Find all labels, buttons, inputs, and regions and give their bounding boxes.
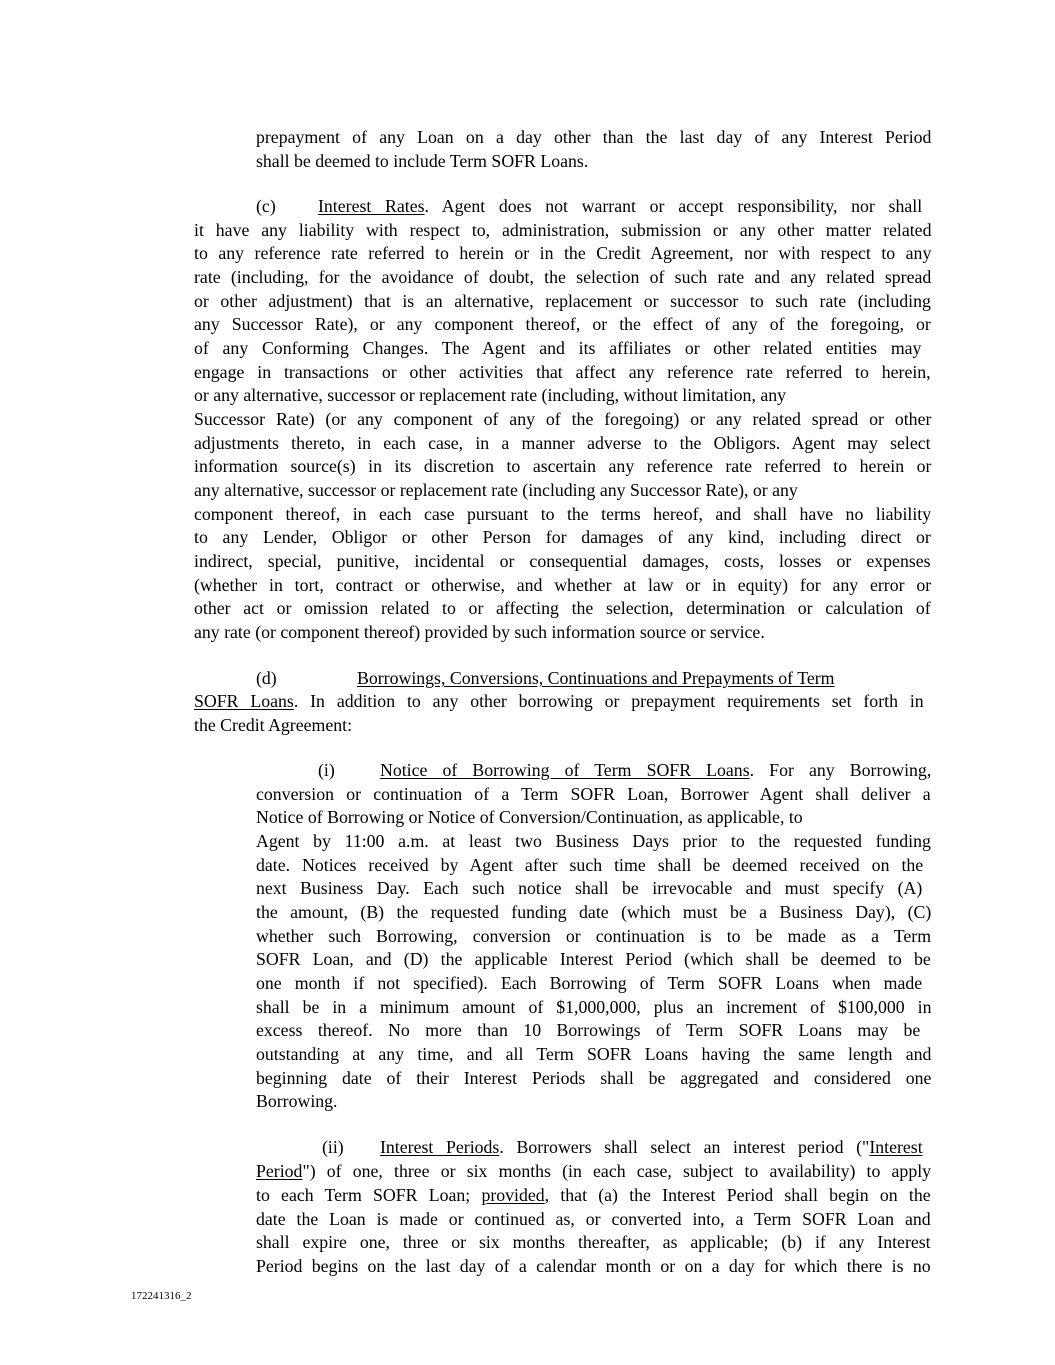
text-line: or any alternative, successor or replacement rate (including, without limitation, any [194,385,787,405]
text-line: rate (including, for the avoidance of doubt, the selection of such rate and any related spread [194,267,932,287]
defined-term: Interest [869,1137,923,1157]
section-heading: Borrowings, Conversions, Continuations and Prepayments of Term [357,668,835,688]
text-line: it have any liability with respect to, administration, submission or any other matter related [194,220,932,240]
text-run: , that (a) the Interest Period shall begin on the [544,1185,931,1205]
text-run: . Borrowers shall select an interest period (" [499,1137,870,1157]
text-line: SOFR Loan, and (D) the applicable Interest Period (which shall be deemed to be [256,949,931,969]
text-line: any alternative, successor or replacement rate (including any Successor Rate), or any [194,480,798,500]
text-run: . For any Borrowing, [749,760,932,780]
text-line: any rate (or component thereof) provided by such information source or service. [194,622,765,642]
text-line: information source(s) in its discretion to ascertain any reference rate referred to herein or [194,456,932,476]
section-heading-continued: SOFR Loans [194,691,294,711]
text-run: . In addition to any other borrowing or prepayment requirements set forth in [293,691,924,711]
subsection-heading: Notice of Borrowing of Term SOFR Loans [380,760,750,780]
text-line: Period begins on the last day of a calendar month or on a day for which there is no [256,1256,931,1276]
text-line: adjustments thereto, in each case, in a manner adverse to the Obligors. Agent may select [194,433,931,453]
text-line: excess thereof. No more than 10 Borrowings of Term SOFR Loans may be [256,1020,921,1040]
text-line: outstanding at any time, and all Term SOFR Loans having the same length and [256,1044,932,1064]
text-line: the amount, (B) the requested funding date (which must be a Business Day), (C) [256,902,932,922]
text-line: beginning date of their Interest Periods shall be aggregated and considered one [256,1068,932,1088]
text-line: component thereof, in each case pursuant to the terms hereof, and shall have no liability [194,504,932,524]
text-line [256,1159,931,1183]
text-line: to any reference rate referred to herein or in the Credit Agreement, nor with respect to any [194,243,932,263]
text-line: shall be in a minimum amount of $1,000,000, plus an increment of $100,000 in [256,997,932,1017]
text-line: Notice of Borrowing or Notice of Conversion/Continuation, as applicable, to [256,807,803,827]
subsection-heading-line [380,758,931,782]
section-number: (d) [256,668,277,688]
text-line: next Business Day. Each such notice shall be irrevocable and must specify (A) [256,878,923,898]
text-line: one month if not specified). Each Borrowing of Term SOFR Loans when made [256,973,923,993]
text-run: ") of one, three or six months (in each case, subject to availability) to apply [302,1161,932,1181]
text-line: other act or omission related to or affecting the selection, determination or calculation of [194,598,931,618]
text-line [256,1183,931,1207]
subsection-heading: Interest Periods [380,1137,500,1157]
text-line: date. Notices received by Agent after such time shall be deemed received on the [256,855,924,875]
text-line: whether such Borrowing, conversion or continuation is to be made as a Term [256,926,932,946]
subsection-number: (i) [318,760,335,780]
subsection-heading-line [380,1135,923,1159]
text-line: to any Lender, Obligor or other Person for damages of any kind, including direct or [194,527,931,547]
text-line: date the Loan is made or continued as, or converted into, a Term SOFR Loan and [256,1209,931,1229]
section-heading-line [194,689,924,713]
text-line: conversion or continuation of a Term SOFR Loan, Borrower Agent shall deliver a [256,784,931,804]
subsection-number: (ii) [322,1137,344,1157]
text-line: Successor Rate) (or any component of any of the foregoing) or any related spread or other [194,409,932,429]
text-line: Agent by 11:00 a.m. at least two Business Days prior to the requested funding [256,831,931,851]
text-line: Borrowing. [256,1091,338,1111]
defined-term: Period [256,1161,303,1181]
text-line: shall expire one, three or six months thereafter, as applicable; (b) if any Interest [256,1232,931,1252]
text-line: of any Conforming Changes. The Agent and its affiliates or other related entities may [194,338,922,358]
section-heading: Interest Rates [318,196,425,216]
text-run: . Agent does not warrant or accept responsibility, nor shall [424,196,923,216]
text-line: engage in transactions or other activities that affect any reference rate referred to herein, [194,362,931,382]
text-line: prepayment of any Loan on a day other than the last day of any Interest Period [256,127,932,147]
defined-term: provided [481,1185,545,1205]
text-line: or other adjustment) that is an alternative, replacement or successor to such rate (including [194,291,931,311]
text-line: (whether in tort, contract or otherwise, and whether at law or in equity) for any error or [194,575,932,595]
section-number: (c) [256,196,276,216]
text-line: shall be deemed to include Term SOFR Loans. [256,151,589,171]
text-line: any Successor Rate), or any component thereof, or the effect of any of the foregoing, or [194,314,931,334]
text-run: to each Term SOFR Loan; [256,1185,482,1205]
text-line: the Credit Agreement: [194,715,353,735]
text-line: indirect, special, punitive, incidental or consequential damages, costs, losses or expenses [194,551,931,571]
document-id: 172241316_2 [131,1290,192,1302]
section-heading-line [318,194,922,218]
